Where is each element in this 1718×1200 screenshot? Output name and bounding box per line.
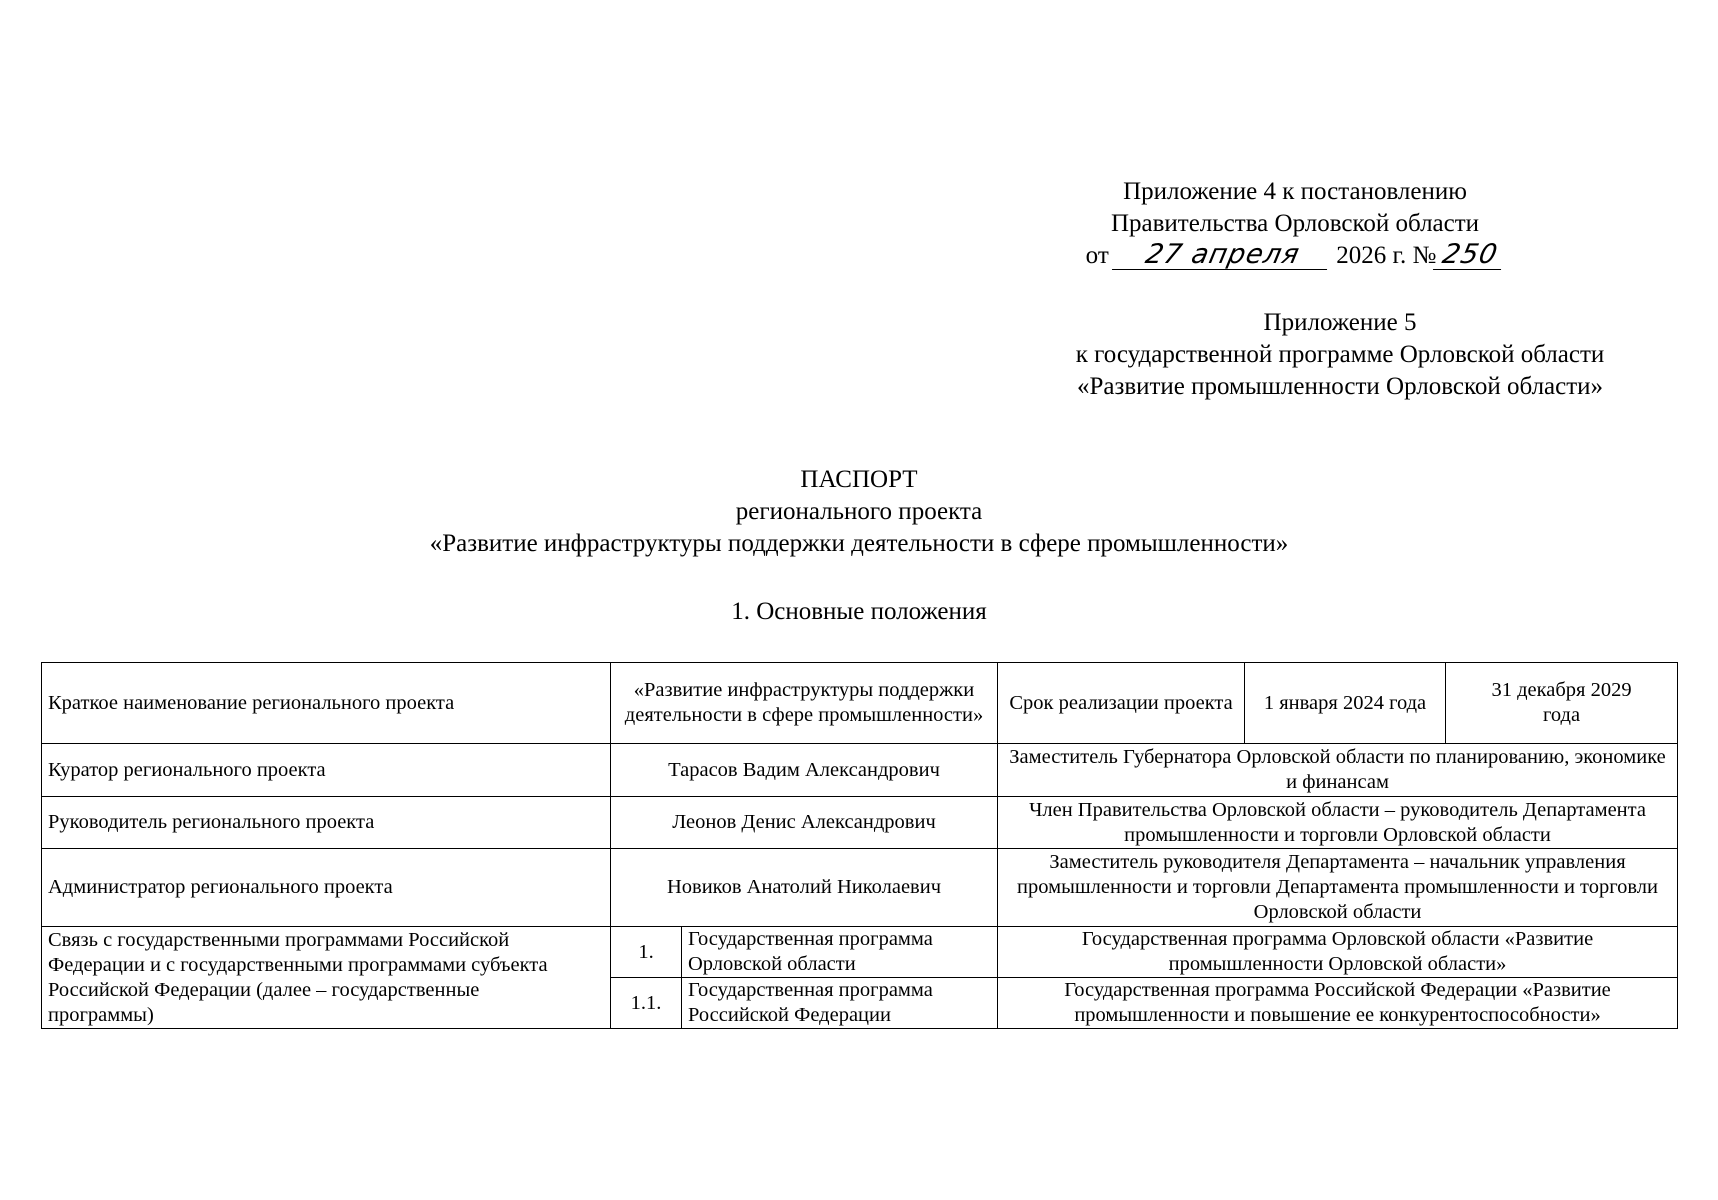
appendix-header-date-line: [1085, 240, 1505, 272]
short-name-value: «Развитие инфраструктуры поддержки деятельности в сфере промышленности»: [611, 663, 998, 744]
link-row-type: Государственная программа Российской Федерации: [682, 978, 998, 1029]
appendix-program: [1015, 307, 1665, 403]
term-end: 31 декабря 2029 года: [1446, 663, 1678, 744]
table-row-short-name: [42, 663, 1678, 744]
link-row-value: Государственная программа Российской Федерации «Развитие промышленности и повышение ее конкурентоспособности»: [998, 978, 1678, 1029]
link-row-num: 1.: [611, 927, 682, 978]
handwritten-date: 27 апреля: [1112, 241, 1333, 270]
table-row-head: [42, 797, 1678, 849]
from-label: от: [1085, 242, 1109, 269]
number-sign: №: [1412, 242, 1437, 269]
admin-position: Заместитель руководителя Департамента – начальник управления промышленности и торговли Департамента промышленности и торговли Орловской области: [998, 849, 1678, 927]
year-label: 2026 г.: [1336, 242, 1407, 269]
appendix-header: [1085, 176, 1505, 272]
curator-name: Тарасов Вадим Александрович: [611, 744, 998, 797]
handwritten-number: 250: [1433, 241, 1507, 270]
short-name-label: Краткое наименование регионального проекта: [42, 663, 611, 744]
link-row-value: Государственная программа Орловской области «Развитие промышленности Орловской области»: [998, 927, 1678, 978]
appendix-header-line2: Правительства Орловской области: [1110, 210, 1480, 237]
passport-subtitle: регионального проекта: [735, 498, 983, 525]
appendix-program-line3: «Развитие промышленности Орловской области»: [1076, 373, 1604, 400]
table-row-admin: [42, 849, 1678, 927]
section-heading: 1. Основные положения: [731, 598, 987, 625]
head-label: Руководитель регионального проекта: [42, 797, 611, 849]
admin-name: Новиков Анатолий Николаевич: [611, 849, 998, 927]
term-label: Срок реализации проекта: [998, 663, 1245, 744]
term-start: 1 января 2024 года: [1245, 663, 1446, 744]
appendix-program-line2: к государственной программе Орловской области: [1075, 341, 1605, 368]
admin-label: Администратор регионального проекта: [42, 849, 611, 927]
head-name: Леонов Денис Александрович: [611, 797, 998, 849]
link-row-type: Государственная программа Орловской области: [682, 927, 998, 978]
passport-title: ПАСПОРТ: [800, 466, 918, 493]
passport-project-name: «Развитие инфраструктуры поддержки деятельности в сфере промышленности»: [429, 530, 1289, 557]
appendix-program-line1: Приложение 5: [1263, 309, 1417, 336]
link-row-num: 1.1.: [611, 978, 682, 1029]
passport-table: [41, 662, 1678, 1029]
table-row-link-1: [42, 927, 1678, 978]
curator-position: Заместитель Губернатора Орловской области по планированию, экономике и финансам: [998, 744, 1678, 797]
head-position: Член Правительства Орловской области – руководитель Департамента промышленности и торговли Орловской области: [998, 797, 1678, 849]
table-row-curator: [42, 744, 1678, 797]
appendix-header-line1: Приложение 4 к постановлению: [1123, 178, 1467, 205]
link-label: Связь с государственными программами Российской Федерации и с государственными программами субъекта Российской Федерации (далее – государственные программы): [42, 927, 611, 1029]
curator-label: Куратор регионального проекта: [42, 744, 611, 797]
